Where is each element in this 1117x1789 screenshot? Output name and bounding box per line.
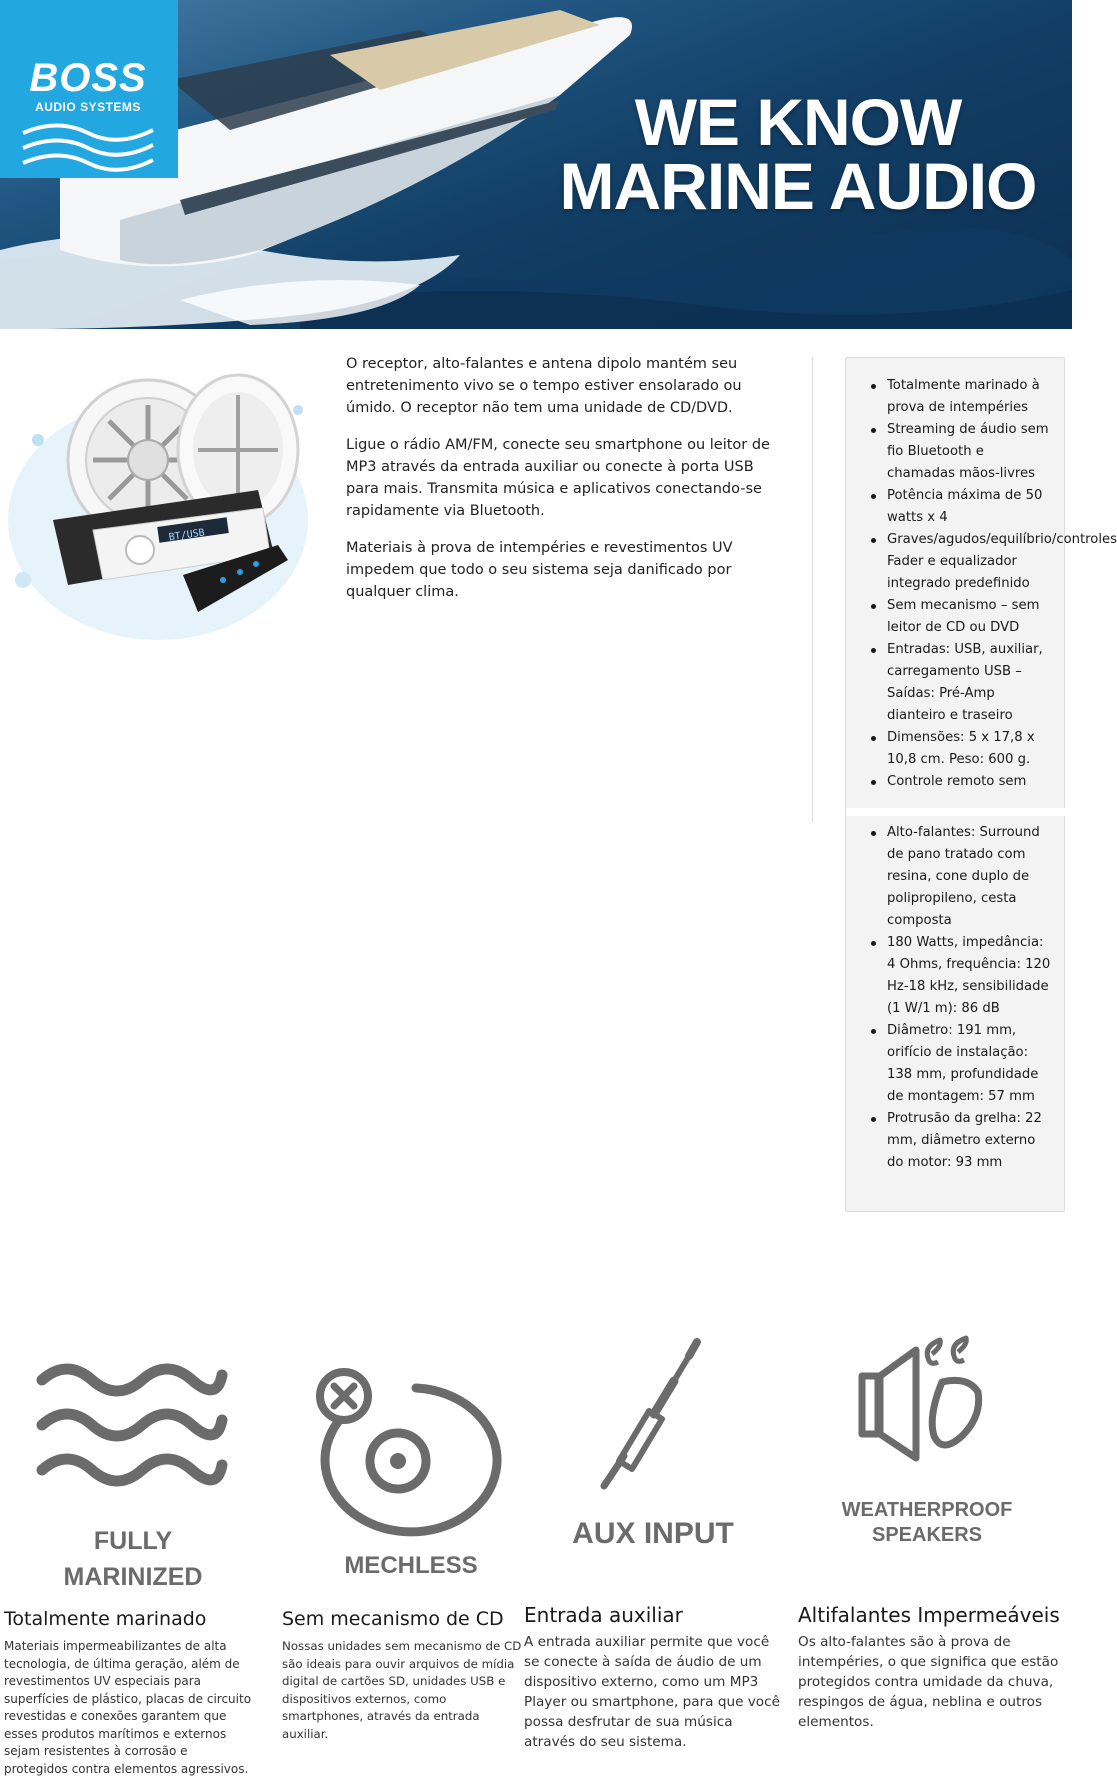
product-image	[8, 350, 333, 660]
feature-text: Nossas unidades sem mecanismo de CD são ideais para ouvir arquivos de mídia digital de cartões SD, unidades USB e dispositivos externos, como smartphones, através da entrada auxiliar.	[282, 1639, 522, 1741]
spec-item: Controle remoto sem	[887, 771, 1055, 793]
spec-item: Streaming de áudio sem fio Bluetooth e chamadas mãos-livres	[887, 419, 1055, 485]
waves-icon	[18, 118, 158, 168]
feature-icon-label	[4, 1523, 262, 1595]
hero-title-line2: MARINE AUDIO	[559, 149, 1037, 223]
specs-list-speakers	[887, 822, 1055, 1174]
feature-title: Sem mecanismo de CD	[282, 1608, 504, 1630]
feature-icon-label-line1: WEATHERPROOF	[841, 1499, 1013, 1521]
feature-icon-label-line1: FULLY	[93, 1527, 173, 1555]
feature-text: Os alto-falantes são à prova de intempéries, o que significa que estão protegidos contra umidade da chuva, respingos de água, neblina e outros elementos.	[798, 1634, 1059, 1730]
specs-separator	[846, 808, 1065, 816]
spec-item: Alto-falantes: Surround de pano tratado com resina, cone duplo de polipropileno, cesta composta	[887, 822, 1055, 932]
feature-text: A entrada auxiliar permite que você se conecte à saída de áudio de um dispositivo externo, como um MP3 Player ou smartphone, para que você possa desfrutar de sua música através do seu sistema.	[524, 1634, 780, 1750]
description-paragraph-1: O receptor, alto-falantes e antena dipolo mantém seu entretenimento vivo se o tempo estiver ensolarado ou úmido. O receptor não tem uma unidade de CD/DVD.	[346, 356, 742, 416]
description-paragraph-3: Materiais à prova de intempéries e revestimentos UV impedem que todo o seu sistema seja danificado por qualquer clima.	[346, 540, 733, 600]
spec-item: Sem mecanismo – sem leitor de CD ou DVD	[887, 595, 1055, 639]
spec-item: 180 Watts, impedância: 4 Ohms, frequência: 120 Hz-18 kHz, sensibilidade (1 W/1 m): 86 dB	[887, 932, 1055, 1020]
hero-title	[538, 85, 1058, 223]
hero-title-line1: WE KNOW	[634, 85, 962, 159]
column-divider	[812, 357, 813, 822]
feature-icon-label-line2: MARINIZED	[63, 1563, 203, 1591]
weatherproof-speaker-icon	[858, 1336, 1008, 1466]
feature-icon-label: AUX INPUT	[572, 1517, 734, 1550]
feature-title: Entrada auxiliar	[524, 1603, 683, 1627]
spec-item: Totalmente marinado à prova de intempéries	[887, 375, 1055, 419]
spec-item: Graves/agudos/equilíbrio/controles Fader e equalizador integrado predefinido	[887, 529, 1055, 595]
feature-weatherproof-speakers	[798, 1330, 1060, 1730]
no-cd-icon	[306, 1368, 506, 1528]
feature-title: Totalmente marinado	[4, 1608, 207, 1630]
feature-icon-label	[798, 1498, 1056, 1548]
feature-text: Materiais impermeabilizantes de alta tecnologia, de última geração, além de revestimentos UV especiais para superfícies de plástico, placas de circuito revestidas e conexões garantem que esses produtos marítimos e externos sejam resistentes à corrosão e protegidos contra elementos agressivos.	[4, 1639, 252, 1776]
spec-item: Potência máxima de 50 watts x 4	[887, 485, 1055, 529]
specs-panel	[845, 357, 1117, 1212]
feature-title: Altifalantes Impermeáveis	[798, 1603, 1060, 1627]
spec-item: Dimensões: 5 x 17,8 x 10,8 cm. Peso: 600 g.	[887, 727, 1055, 771]
spec-item: Protrusão da grelha: 22 mm, diâmetro externo do motor: 93 mm	[887, 1108, 1055, 1174]
product-description	[346, 353, 776, 618]
waves-icon	[32, 1350, 232, 1500]
receiver-display: BT/USB	[168, 527, 206, 544]
spec-item: Diâmetro: 191 mm, orifício de instalação: 138 mm, profundidade de montagem: 57 mm	[887, 1020, 1055, 1108]
description-paragraph-2: Ligue o rádio AM/FM, conecte seu smartphone ou leitor de MP3 através da entrada auxiliar ou conecte à porta USB para mais. Transmita música e aplicativos conectando-se rapidamente via Bluetooth.	[346, 437, 770, 519]
feature-mechless	[282, 1330, 540, 1741]
feature-fully-marinized	[4, 1330, 262, 1776]
feature-icon-label: MECHLESS	[344, 1552, 478, 1579]
spec-item: Entradas: USB, auxiliar, carregamento USB – Saídas: Pré-Amp dianteiro e traseiro	[887, 639, 1055, 727]
feature-aux-input	[524, 1330, 782, 1750]
hero-banner	[0, 0, 1072, 329]
feature-icon-label-line2: SPEAKERS	[871, 1524, 983, 1546]
brand-logo[interactable]	[0, 0, 178, 178]
specs-list-receiver	[887, 375, 1117, 793]
brand-name: BOSS	[29, 56, 147, 100]
aux-plug-icon	[594, 1336, 714, 1496]
brand-subtitle: AUDIO SYSTEMS	[35, 100, 141, 114]
